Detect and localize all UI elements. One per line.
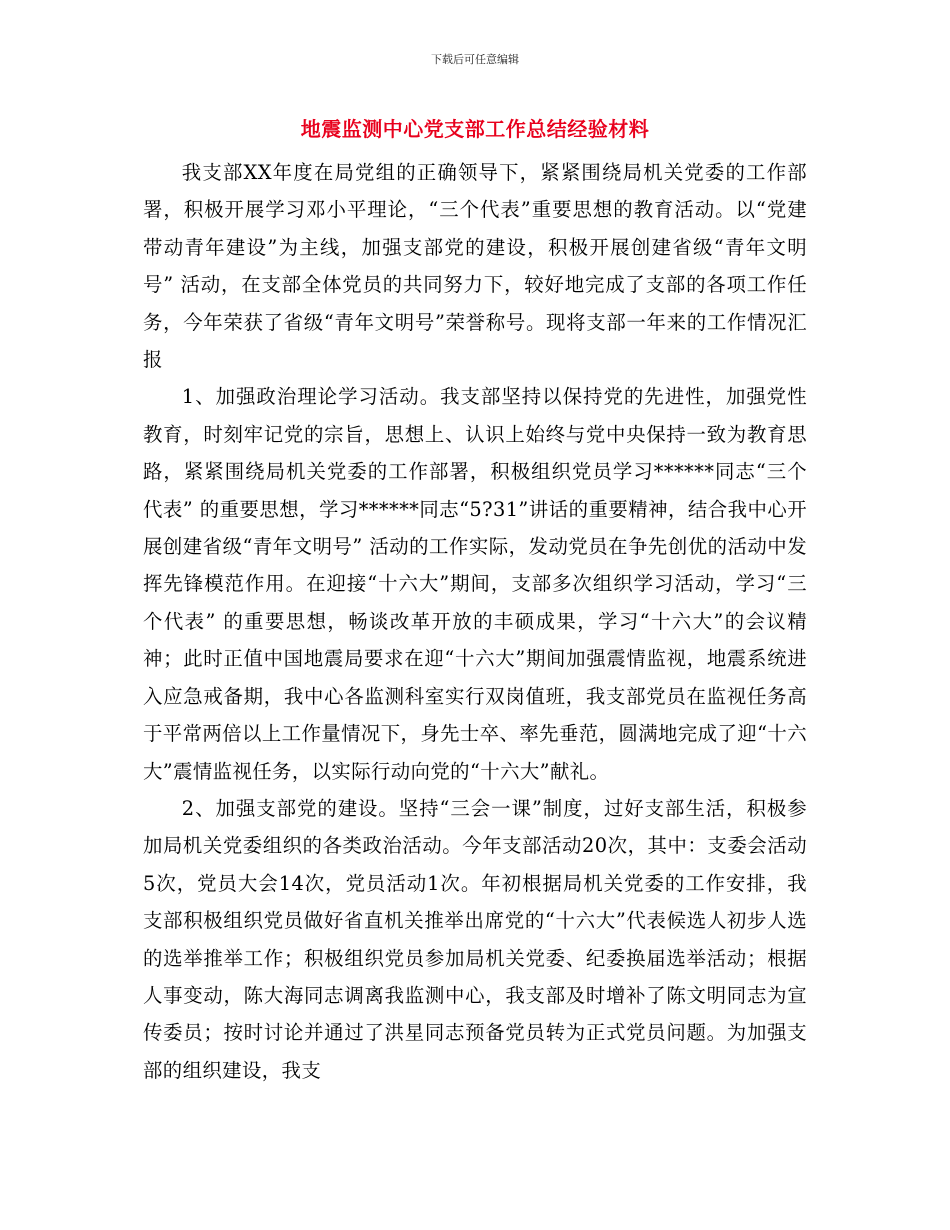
paragraph-political-study: 1、加强政治理论学习活动。我支部坚持以保持党的先进性，加强党性教育，时刻牢记党的宗旨，思想上、认识上始终与党中央保持一致为教育思路，紧紧围绕局机关党委的工作部署，积极组织党员学习******同志“三个代表” 的重要思想，学习******同志“5?31”讲话的重要精神，结合我中心开展创建省级“青年文明号” 活动的工作实际，发动党员在争先创优的活动中发挥先锋模范作用。在迎接“十六大”期间，支部多次组织学习活动，学习“三个代表” 的重要思想，畅谈改革开放的丰硕成果，学习“十六大”的会议精神；此时正值中国地震局要求在迎“十六大”期间加强震情监视，地震系统进入应急戒备期，我中心各监测科室实行双岗值班，我支部党员在监视任务高于平常两倍以上工作量情况下，身先士卒、率先垂范，圆满地完成了迎“十六大”震情监视任务，以实际行动向党的“十六大”献礼。 [143, 385, 807, 783]
paragraph-intro: 我支部XX年度在局党组的正确领导下，紧紧围绕局机关党委的工作部署，积极开展学习邓小平理论，“三个代表”重要思想的教育活动。以“党建带动青年建设”为主线，加强支部党的建设，积极开展创建省级“青年文明号” 活动，在支部全体党员的共同努力下，较好地完成了支部的各项工作任务，今年荣获了省级“青年文明号”荣誉称号。现将支部一年来的工作情况汇报 [143, 161, 807, 372]
document-body [143, 154, 807, 1089]
paragraph-party-building: 2、加强支部党的建设。坚持“三会一课”制度，过好支部生活，积极参加局机关党委组织的各类政治活动。今年支部活动20次，其中：支委会活动5次，党员大会14次，党员活动1次。年初根据局机关党委的工作安排，我支部积极组织党员做好省直机关推举出席党的“十六大”代表候选人初步人选的选举推举工作；积极组织党员参加局机关党委、纪委换届选举活动；根据人事变动，陈大海同志调离我监测中心，我支部及时增补了陈文明同志为宣传委员；按时讨论并通过了洪星同志预备党员转为正式党员问题。为加强支部的组织建设，我支 [143, 796, 807, 1082]
document-title: 地震监测中心党支部工作总结经验材料 [300, 117, 650, 141]
page-header-note: 下载后可任意编辑 [431, 53, 519, 66]
